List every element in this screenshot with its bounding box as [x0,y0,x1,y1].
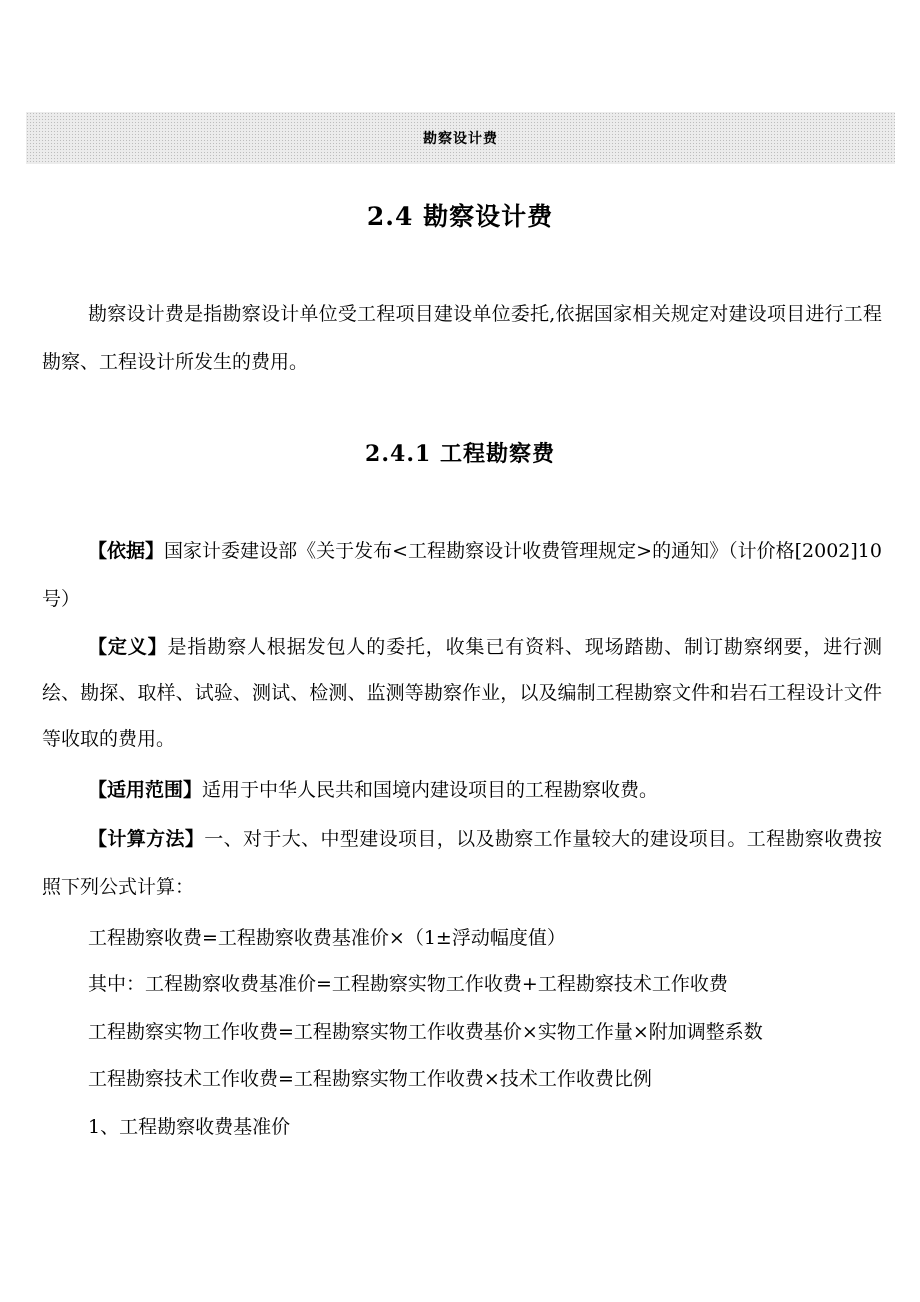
formula-line: 工程勘察技术工作收费=工程勘察实物工作收费×技术工作收费比例 [88,1068,652,1090]
numbered-heading: 1、工程勘察收费基准价 [88,1116,291,1138]
intro-paragraph: 勘察设计费是指勘察设计单位受工程项目建设单位委托,依据国家相关规定对建设项目进行工程勘察、工程设计所发生的费用。 [42,303,882,373]
definition-paragraph [42,624,882,762]
section-title: 2.4 勘察设计费 [366,202,554,231]
subsection-title: 2.4.1 工程勘察费 [365,441,555,467]
basis-tag: 【依据】 [88,540,165,562]
formula-line: 工程勘察实物工作收费=工程勘察实物工作收费基价×实物工作量×附加调整系数 [88,1021,763,1043]
basis-text: 国家计委建设部《关于发布<工程勘察设计收费管理规定>的通知》（计价格[2002]10 号） [42,540,882,610]
definition-tag: 【定义】 [88,636,168,658]
method-tag: 【计算方法】 [88,828,205,850]
running-header-title: 勘察设计费 [423,131,498,147]
scope-tag: 【适用范围】 [88,779,203,801]
formula-line: 工程勘察收费=工程勘察收费基准价×（1±浮动幅度值） [88,927,566,949]
basis-paragraph [42,527,882,623]
running-header [26,112,895,164]
formula-line: 其中：工程勘察收费基准价=工程勘察实物工作收费+工程勘察技术工作收费 [88,973,728,995]
definition-text: 是指勘察人根据发包人的委托，收集已有资料、现场踏勘、制订勘察纲要，进行测绘、勘探、取样、试验、测试、检测、监测等勘察作业，以及编制工程勘察文件和岩石工程设计文件等收取的费用。 [42,636,882,750]
scope-paragraph [42,766,882,814]
method-paragraph [42,815,882,911]
scope-text: 适用于中华人民共和国境内建设项目的工程勘察收费。 [202,779,659,801]
method-text: 一、对于大、中型建设项目，以及勘察工作量较大的建设项目。工程勘察收费按照下列公式计算： [42,828,882,898]
